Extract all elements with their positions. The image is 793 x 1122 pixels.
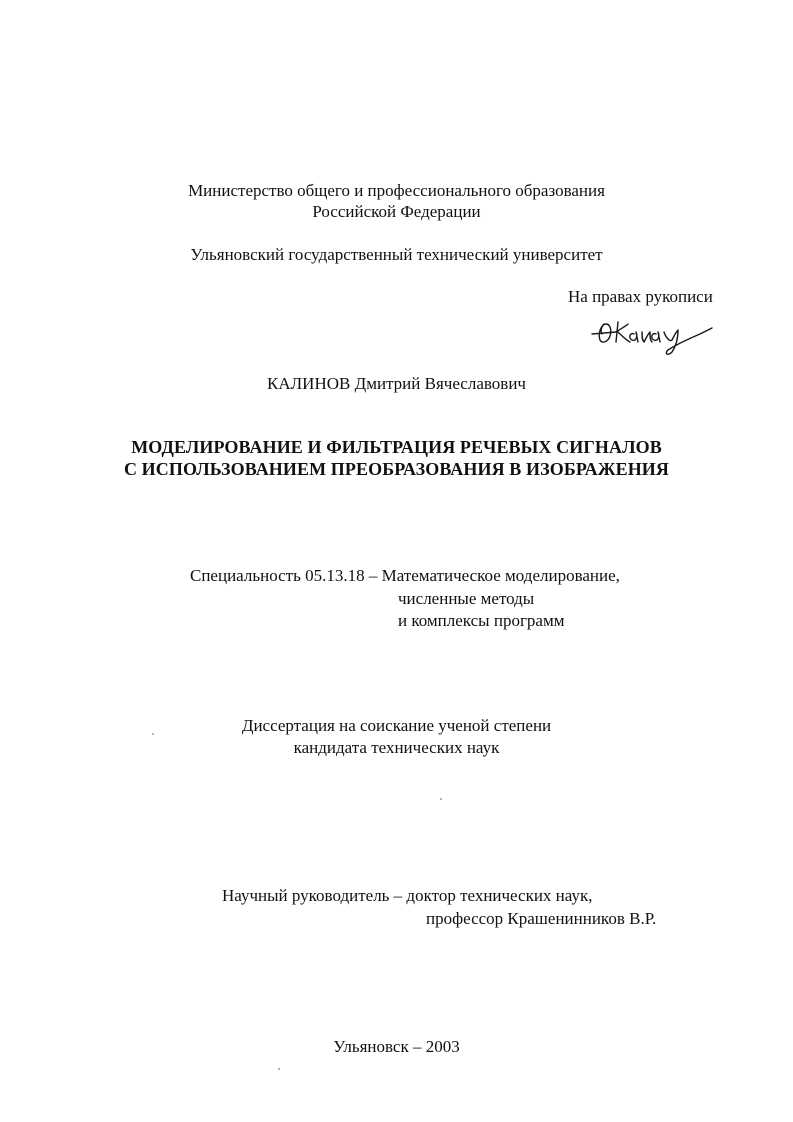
thesis-title-line-2: С ИСПОЛЬЗОВАНИЕМ ПРЕОБРАЗОВАНИЯ В ИЗОБРАЖЕНИЯ (123, 459, 670, 479)
degree-line-2: кандидата технических наук (293, 738, 500, 757)
manuscript-note: На правах рукописи (568, 287, 713, 306)
handwritten-signature (590, 312, 720, 360)
supervisor-line-1: Научный руководитель – доктор технических наук, (222, 886, 593, 905)
scan-speck (440, 798, 442, 800)
specialty-line-3: и комплексы программ (398, 611, 565, 630)
city-year: Ульяновск – 2003 (333, 1037, 460, 1056)
specialty-line-2: численные методы (398, 589, 535, 608)
supervisor-line-2: профессор Крашенинников В.Р. (426, 909, 657, 928)
thesis-title-line-1: МОДЕЛИРОВАНИЕ И ФИЛЬТРАЦИЯ РЕЧЕВЫХ СИГНАЛОВ (131, 437, 662, 457)
specialty-line-1: Специальность 05.13.18 – Математическое моделирование, (190, 566, 620, 585)
scan-speck (278, 1068, 280, 1070)
ministry-line-1: Министерство общего и профессионального образования (188, 181, 605, 200)
scan-speck (152, 733, 154, 735)
ministry-line-2: Российской Федерации (312, 202, 481, 221)
author-name: КАЛИНОВ Дмитрий Вячеславович (267, 374, 526, 393)
degree-line-1: Диссертация на соискание ученой степени (241, 716, 552, 735)
university-name: Ульяновский государственный технический университет (190, 245, 603, 264)
